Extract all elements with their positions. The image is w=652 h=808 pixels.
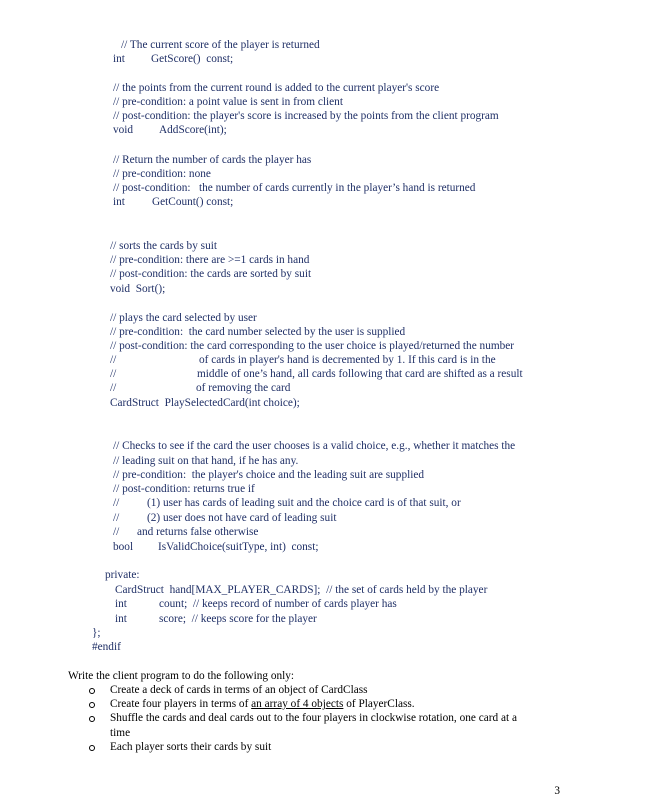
code-comment: // <box>113 512 120 524</box>
code-comment: // post-condition: the cards are sorted by suit <box>110 268 312 280</box>
code-comment: // pre-condition: the player's choice and the leading suit are supplied <box>113 469 425 481</box>
code-comment: // leading suit on that hand, if he has any. <box>113 455 299 467</box>
endif-directive: #endif <box>92 641 121 653</box>
task-item-text: Create four players in terms of <box>110 698 252 710</box>
code-declaration: CardStruct hand[MAX_PLAYER_CARDS]; // the set of cards held by the player <box>115 584 488 596</box>
task-item: Create a deck of cards in terms of an object of CardClass <box>110 684 368 696</box>
code-comment: // post-condition: the card corresponding to the user choice is played/returned the number <box>110 340 515 352</box>
code-comment: (2) user does not have card of leading suit <box>147 512 337 524</box>
code-type: int <box>115 613 127 625</box>
code-comment: // the points from the current round is added to the current player's score <box>113 82 440 94</box>
code-comment: of cards in player's hand is decremented by 1. If this card is in the <box>199 354 496 366</box>
code-comment: of removing the card <box>196 382 291 394</box>
code-declaration: AddScore(int); <box>159 124 227 136</box>
code-comment: // post-condition: returns true if <box>113 483 255 495</box>
code-comment: // <box>113 497 120 509</box>
code-comment: // pre-condition: there are >=1 cards in hand <box>110 254 310 266</box>
code-declaration: GetCount() const; <box>152 196 234 208</box>
code-declaration: IsValidChoice(suitType, int) const; <box>158 541 319 553</box>
code-declaration: count; // keeps record of number of cards player has <box>159 598 397 610</box>
code-comment: // Return the number of cards the player has <box>113 154 312 166</box>
page-number: 3 <box>554 785 560 797</box>
task-item <box>110 698 415 711</box>
code-comment: // <box>110 368 117 380</box>
bullet-icon <box>89 702 95 708</box>
code-comment: // post-condition: the number of cards currently in the player’s hand is returned <box>113 182 476 194</box>
task-item-text: of PlayerClass. <box>343 698 415 710</box>
class-end: }; <box>92 627 101 639</box>
code-type: void <box>113 124 134 136</box>
code-comment: // The current score of the player is returned <box>121 39 320 51</box>
code-comment: (1) user has cards of leading suit and the choice card is of that suit, or <box>147 497 461 509</box>
task-item: Shuffle the cards and deal cards out to the four players in clockwise rotation, one card at a <box>110 712 517 724</box>
task-item-underlined: an array of 4 objects <box>251 698 344 710</box>
code-comment: // <box>110 382 117 394</box>
code-declaration: score; // keeps score for the player <box>159 613 317 625</box>
code-comment: // pre-condition: a point value is sent in from client <box>113 96 343 108</box>
code-declaration: GetScore() const; <box>151 53 234 65</box>
code-comment: // sorts the cards by suit <box>110 240 217 252</box>
code-type: bool <box>113 541 134 553</box>
code-comment: // <box>113 526 120 538</box>
task-item: Each player sorts their cards by suit <box>110 741 272 753</box>
code-declaration: CardStruct PlaySelectedCard(int choice); <box>110 397 300 409</box>
code-comment: // post-condition: the player's score is increased by the points from the client program <box>113 110 499 122</box>
bullet-icon <box>89 716 95 722</box>
code-type: int <box>113 196 125 208</box>
code-comment: // pre-condition: none <box>113 168 211 180</box>
code-comment: middle of one’s hand, all cards following that card are shifted as a result <box>197 368 523 380</box>
private-label: private: <box>105 569 140 581</box>
bullet-icon <box>89 688 95 694</box>
code-type: int <box>113 53 125 65</box>
code-comment: // Checks to see if the card the user chooses is a valid choice, e.g., whether it matches the <box>113 440 516 452</box>
code-comment: // pre-condition: the card number selected by the user is supplied <box>110 326 406 338</box>
task-item-continuation: time <box>110 727 131 739</box>
bullet-icon <box>89 745 95 751</box>
code-comment: and returns false otherwise <box>137 526 259 538</box>
code-comment: // plays the card selected by user <box>110 312 257 324</box>
code-declaration: void Sort(); <box>110 283 166 295</box>
code-comment: // <box>110 354 117 366</box>
task-intro: Write the client program to do the following only: <box>68 670 295 682</box>
code-type: int <box>115 598 127 610</box>
